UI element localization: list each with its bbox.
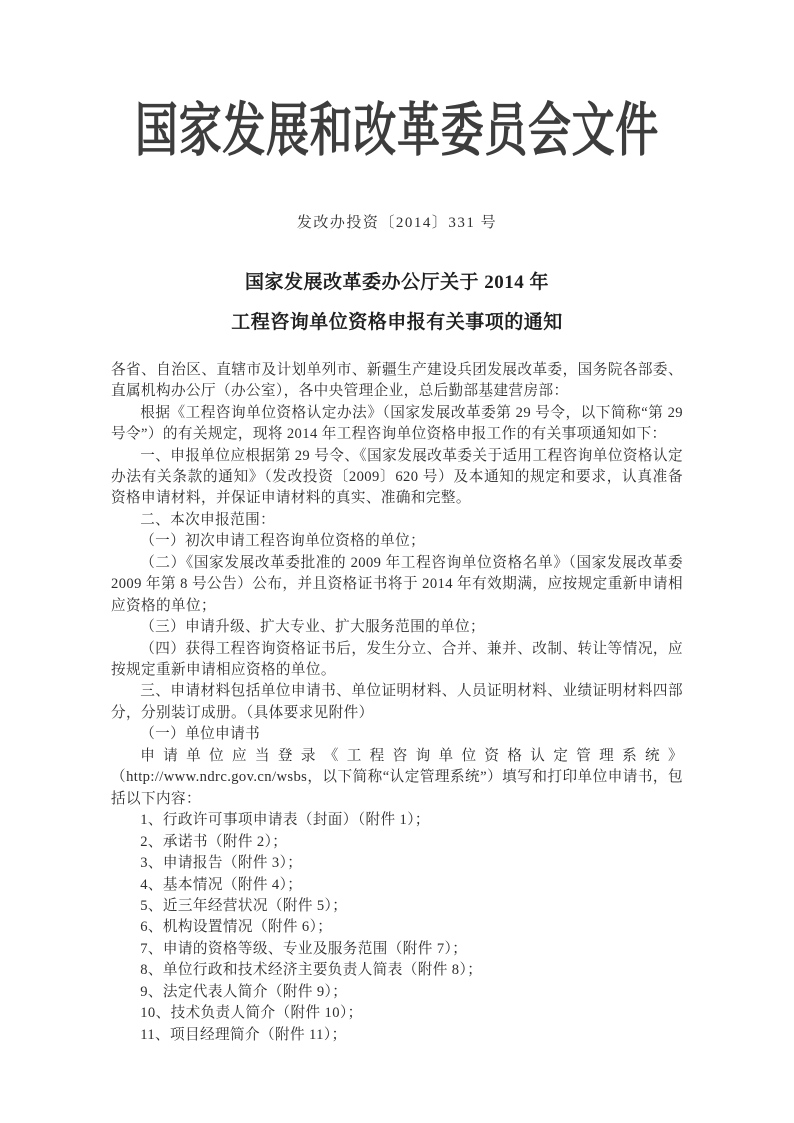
document-body bbox=[111, 360, 683, 1047]
body-paragraph: 1、行政许可事项申请表（封面）（附件 1）； bbox=[140, 812, 430, 829]
body-paragraph: 一、申报单位应根据第 29 号令、《国家发展改革委关于适用工程咨询单位资格认定办法有关条款的通知》（发改投资〔2009〕620 号）及本通知的规定和要求，认真准备资格申请材料，并保证申请材料的真实、准确和完整。 bbox=[111, 447, 683, 507]
body-paragraph: （二）《国家发展改革委批准的 2009 年工程咨询单位资格名单》（国家发展改革委 2009 年第 8 号公告）公布，并且资格证书将于 2014 年有效期满，应按规定重新申请相应资格的单位； bbox=[111, 554, 683, 614]
body-paragraph: 8、单位行政和技术经济主要负责人简表（附件 8）； bbox=[140, 962, 483, 979]
body-paragraph: （三）申请升级、扩大专业、扩大服务范围的单位； bbox=[140, 619, 486, 636]
body-paragraph: 6、机构设置情况（附件 6）； bbox=[140, 919, 333, 936]
body-paragraph: 11、项目经理简介（附件 11）； bbox=[140, 1026, 347, 1043]
body-paragraph: 2、承诺书（附件 2）； bbox=[140, 833, 288, 850]
body-paragraph: 申请单位应当登录《工程咨询单位资格认定管理系统》（http://www.ndrc.gov.cn/wsbs，以下简称“认定管理系统”）填写和打印单位申请书，包括以下内容： bbox=[111, 747, 683, 807]
document-title bbox=[0, 263, 794, 343]
body-paragraph: （一）单位申请书 bbox=[140, 726, 261, 743]
body-paragraph: 4、基本情况（附件 4）； bbox=[140, 876, 303, 893]
body-paragraph: 10、技术负责人简介（附件 10）； bbox=[140, 1005, 363, 1022]
letterhead-title: 国家发展和改革委员会文件 bbox=[135, 98, 659, 163]
body-paragraph: 各省、自治区、直辖市及计划单列市、新疆生产建设兵团发展改革委，国务院各部委、直属机构办公厅（办公室），各中央管理企业，总后勤部基建营房部： bbox=[111, 361, 683, 400]
body-paragraph: 9、法定代表人简介（附件 9）； bbox=[140, 983, 348, 1000]
body-paragraph: 5、近三年经营状况（附件 5）； bbox=[140, 898, 348, 915]
letterhead bbox=[0, 98, 794, 165]
body-paragraph: 7、申请的资格等级、专业及服务范围（附件 7）； bbox=[140, 940, 468, 957]
body-paragraph: 3、申请报告（附件 3）； bbox=[140, 855, 303, 872]
body-paragraph: （四）获得工程咨询资格证书后，发生分立、合并、兼并、改制、转让等情况，应按规定重新申请相应资格的单位。 bbox=[111, 640, 683, 679]
body-paragraph: 三、申请材料包括单位申请书、单位证明材料、人员证明材料、业绩证明材料四部分，分别装订成册。（具体要求见附件） bbox=[111, 683, 683, 721]
document-title-line-1: 国家发展改革委办公厅关于 2014 年 bbox=[244, 271, 549, 293]
body-paragraph: 根据《工程咨询单位资格认定办法》（国家发展改革委第 29 号令，以下简称“第 29 号令”）的有关规定，现将 2014 年工程咨询单位资格申报工作的有关事项通知如下： bbox=[111, 404, 683, 443]
body-paragraph: （一）初次申请工程咨询单位资格的单位； bbox=[140, 533, 426, 550]
document-title-line-2: 工程咨询单位资格申报有关事项的通知 bbox=[231, 311, 563, 333]
body-paragraph: 二、本次申报范围： bbox=[140, 511, 276, 528]
document-number: 发改办投资〔2014〕331 号 bbox=[296, 214, 498, 231]
